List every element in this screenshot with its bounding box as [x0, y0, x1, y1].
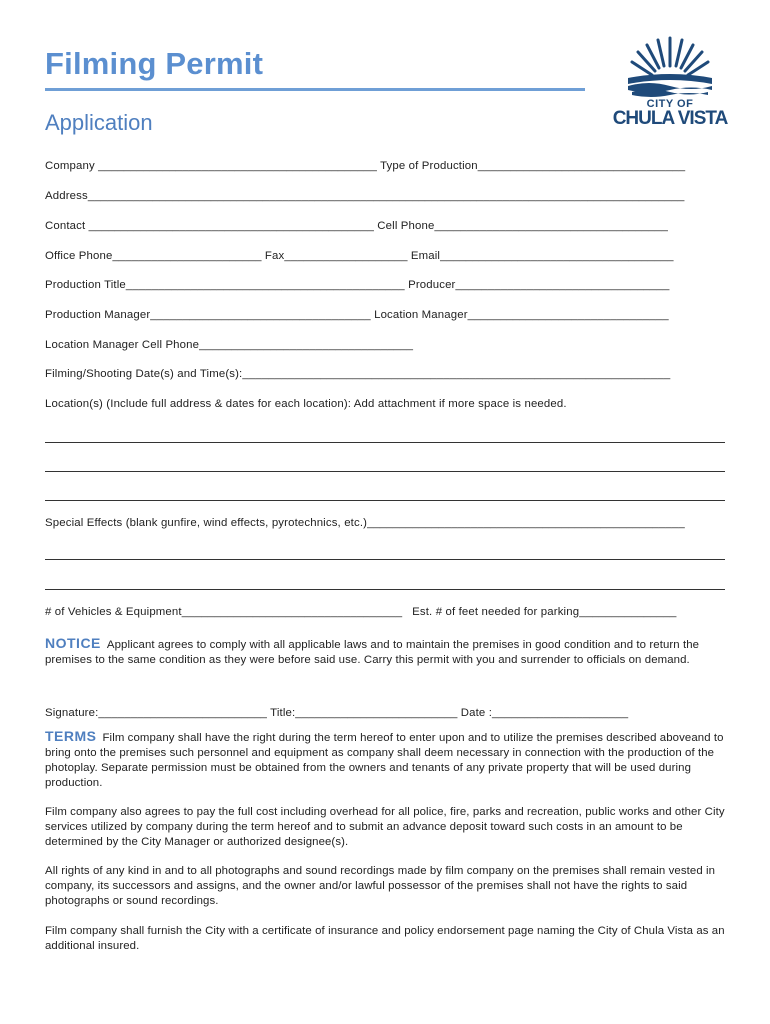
field-signature-title-date[interactable]: Signature:__________________________ Title:_________________________ Date :_____________________ [45, 707, 629, 719]
locations-line-3[interactable] [45, 500, 725, 501]
notice-label: NOTICE [45, 635, 101, 651]
field-contact-cell[interactable]: Contact ____________________________________________ Cell Phone____________________________________ [45, 220, 668, 232]
field-shooting-dates[interactable]: Filming/Shooting Date(s) and Time(s):__________________________________________________________________ [45, 368, 671, 380]
field-company-type[interactable]: Company ___________________________________________ Type of Production________________________________ [45, 160, 686, 172]
terms-paragraph-4: Film company shall furnish the City with a certificate of insurance and policy endorsement page naming the City of Chula Vista as an additional insured. [45, 925, 725, 952]
effects-line-1[interactable] [45, 559, 725, 560]
field-phone-fax-email[interactable]: Office Phone_______________________ Fax___________________ Email____________________________________ [45, 250, 674, 262]
logo-text-chula-vista: CHULA VISTA [612, 108, 728, 129]
terms-section [45, 729, 725, 791]
locations-line-2[interactable] [45, 471, 725, 472]
terms-paragraph-3: All rights of any kind in and to all photographs and sound recordings made by film company on the premises shall remain vested in company, its successors and assigns, and the owner and/or lawful possessor of the premises shall not have the rights to said photographs or sound recordings. [45, 865, 716, 907]
field-special-effects[interactable]: Special Effects (blank gunfire, wind effects, pyrotechnics, etc.)_________________________________________________ [45, 517, 685, 529]
field-address[interactable]: Address____________________________________________________________________________________________ [45, 190, 685, 202]
locations-line-1[interactable] [45, 442, 725, 443]
terms-label: TERMS [45, 728, 97, 744]
terms-paragraph-2: Film company also agrees to pay the full cost including overhead for all police, fire, parks and recreation, public works and other City services utilized by company during the term hereof and to submit an advance deposit toward such costs in an amount to be determined by the City Manager or authorized designee(s). [45, 806, 725, 848]
logo-text-city-of: CITY OF [646, 98, 694, 110]
field-vehicles-parking[interactable]: # of Vehicles & Equipment__________________________________ Est. # of feet needed for parking_______________ [45, 606, 677, 618]
notice-section [45, 636, 725, 668]
effects-line-2[interactable] [45, 589, 725, 590]
page-subtitle: Application [45, 110, 153, 135]
notice-text: Applicant agrees to comply with all applicable laws and to maintain the premises in good condition and to return the premises to the same condition as they were before said use. Carry this permit with you and surrender to officials on demand. [45, 639, 700, 666]
terms-paragraph-1: Film company shall have the right during the term hereof to enter upon and to utilize the premises described aboveand to bring onto the premises such personnel and equipment as company shall deem necessary in connection with the production of the photoplay. Separate permission must be obtained from the owners and tenants of any private property that will be used during production. [45, 732, 724, 789]
title-divider [45, 88, 585, 91]
field-managers[interactable]: Production Manager__________________________________ Location Manager_______________________________ [45, 309, 669, 321]
page-title: Filming Permit [45, 46, 264, 81]
field-locations-label: Location(s) (Include full address & dates for each location): Add attachment if more space is needed. [45, 398, 567, 410]
field-location-manager-cell[interactable]: Location Manager Cell Phone_________________________________ [45, 339, 414, 351]
field-title-producer[interactable]: Production Title___________________________________________ Producer_________________________________ [45, 279, 670, 291]
